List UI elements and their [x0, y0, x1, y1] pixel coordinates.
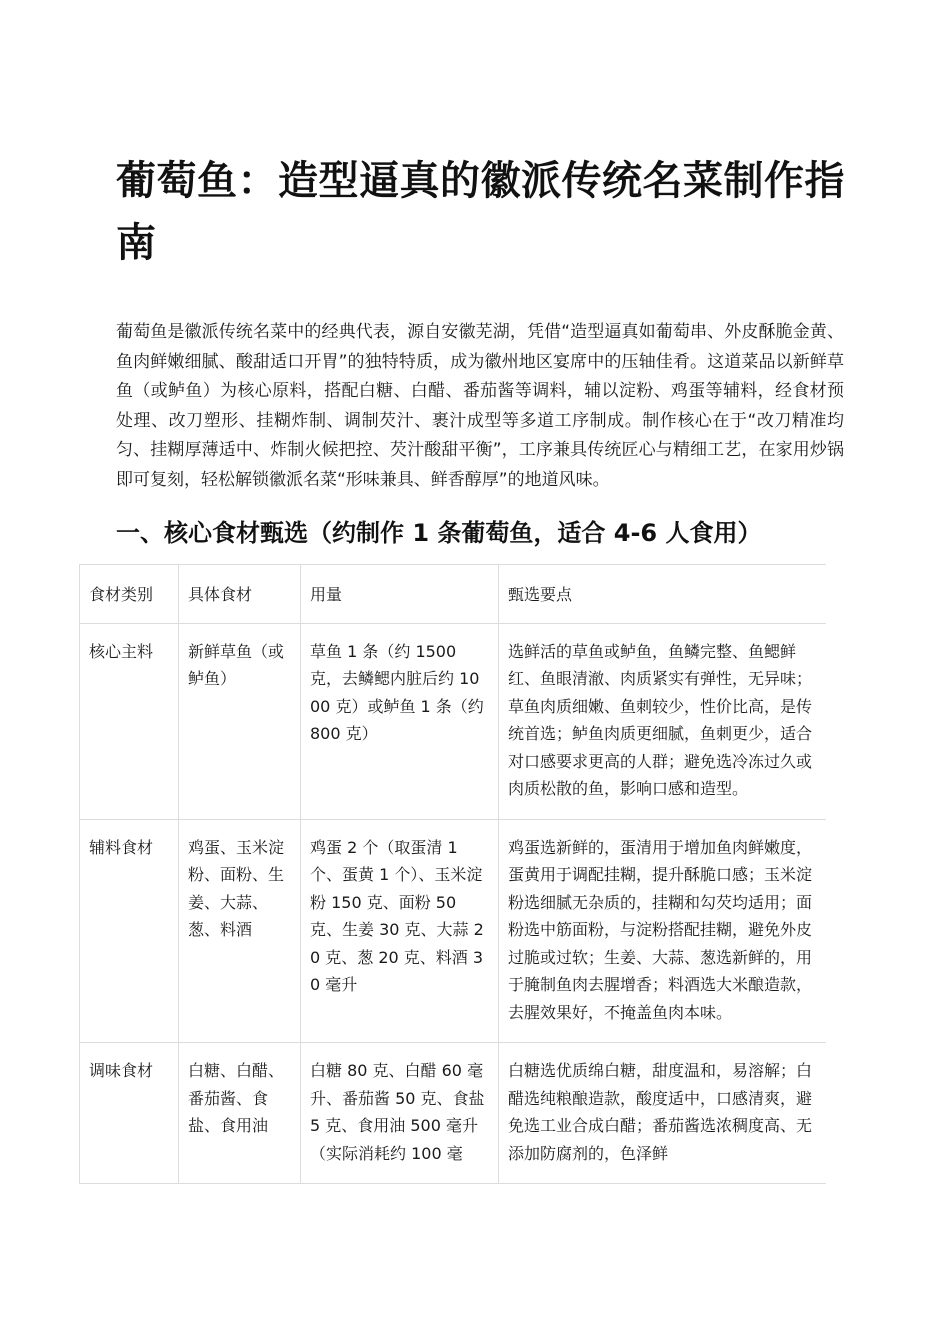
ingredients-table: [79, 564, 826, 1184]
cell-tips: 鸡蛋选新鲜的，蛋清用于增加鱼肉鲜嫩度，蛋黄用于调配挂糊，提升酥脆口感；玉米淀粉选细腻无杂质的，挂糊和勾芡均适用；面粉选中筋面粉，与淀粉搭配挂糊，避免外皮过脆或过软；生姜、大蒜、葱选新鲜的，用于腌制鱼肉去腥增香；料酒选大米酿造款，去腥效果好，不掩盖鱼肉本味。: [499, 819, 827, 1043]
cell-category: 核心主料: [80, 623, 179, 819]
table-row: [80, 1043, 827, 1184]
cell-ingredient: 新鲜草鱼（或鲈鱼）: [179, 623, 301, 819]
cell-amount: 鸡蛋 2 个（取蛋清 1 个、蛋黄 1 个）、玉米淀粉 150 克、面粉 50 克、生姜 30 克、大蒜 20 克、葱 20 克、料酒 30 毫升: [301, 819, 499, 1043]
header-ingredient: 具体食材: [179, 565, 301, 624]
table-header-row: [80, 565, 827, 624]
header-amount: 用量: [301, 565, 499, 624]
intro-paragraph: 葡萄鱼是徽派传统名菜中的经典代表，源自安徽芜湖，凭借“造型逼真如葡萄串、外皮酥脆金黄、鱼肉鲜嫩细腻、酸甜适口开胃”的独特特质，成为徽州地区宴席中的压轴佳肴。这道菜品以新鲜草鱼（或鲈鱼）为核心原料，搭配白糖、白醋、番茄酱等调料，辅以淀粉、鸡蛋等辅料，经食材预处理、改刀塑形、挂糊炸制、调制芡汁、裹汁成型等多道工序制成。制作核心在于“改刀精准均匀、挂糊厚薄适中、炸制火候把控、芡汁酸甜平衡”，工序兼具传统匠心与精细工艺，在家用炒锅即可复刻，轻松解锁徽派名菜“形味兼具、鲜香醇厚”的地道风味。: [116, 322, 844, 490]
cell-category: 辅料食材: [80, 819, 179, 1043]
cell-tips: 白糖选优质绵白糖，甜度温和，易溶解；白醋选纯粮酿造款，酸度适中，口感清爽，避免选工业合成白醋；番茄酱选浓稠度高、无添加防腐剂的，色泽鲜: [499, 1043, 827, 1184]
table-row: [80, 623, 827, 819]
cell-category: 调味食材: [80, 1043, 179, 1184]
cell-tips: 选鲜活的草鱼或鲈鱼，鱼鳞完整、鱼鳃鲜红、鱼眼清澈、肉质紧实有弹性，无异味；草鱼肉质细嫩、鱼刺较少，性价比高，是传统首选；鲈鱼肉质更细腻，鱼刺更少，适合对口感要求更高的人群；避免选冷冻过久或肉质松散的鱼，影响口感和造型。: [499, 623, 827, 819]
cell-ingredient: 白糖、白醋、番茄酱、食盐、食用油: [179, 1043, 301, 1184]
header-tips: 甄选要点: [499, 565, 827, 624]
cell-amount: 白糖 80 克、白醋 60 毫升、番茄酱 50 克、食盐 5 克、食用油 500 毫升（实际消耗约 100 毫: [301, 1043, 499, 1184]
ingredients-table-container: [79, 564, 826, 1228]
table-row: [80, 819, 827, 1043]
header-category: 食材类别: [80, 565, 179, 624]
section-heading-ingredients: 一、核心食材甄选（约制作 1 条葡萄鱼，适合 4-6 人食用）: [116, 519, 762, 547]
cell-ingredient: 鸡蛋、玉米淀粉、面粉、生姜、大蒜、葱、料酒: [179, 819, 301, 1043]
cell-amount: 草鱼 1 条（约 1500 克，去鳞鳃内脏后约 1000 克）或鲈鱼 1 条（约 800 克）: [301, 623, 499, 819]
document-title: 葡萄鱼：造型逼真的徽派传统名菜制作指南: [116, 158, 845, 266]
